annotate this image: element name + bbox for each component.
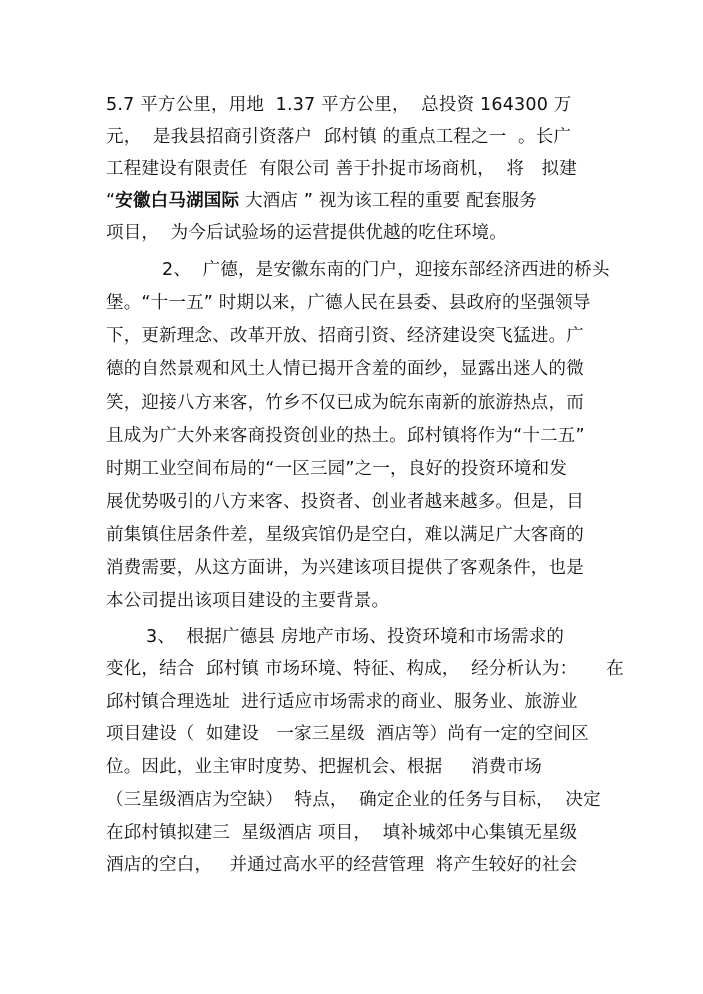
text-line: 下，更新理念、改革开放、招商引资、经济建设突飞猛进。广 — [106, 326, 584, 346]
text-line — [106, 190, 537, 212]
text-line: 项目， 为今后试验场的运营提供优越的吃住环境。 — [106, 223, 507, 243]
text-line: 德的自然景观和风土人情已揭开含羞的面纱，显露出迷人的微 — [106, 359, 584, 379]
text-line: 前集镇住居条件差，星级宾馆仍是空白，难以满足广大客商的 — [106, 525, 584, 545]
text-line: 酒店的空白， 并通过高水平的经营管理 将产生较好的社会 — [106, 855, 578, 875]
text-line: 3、 根据广德县 房地产市场、投资环境和市场需求的 — [146, 627, 565, 647]
text-line: 在邱村镇拟建三 星级酒店 项目， 填补城郊中心集镇无星级 — [106, 823, 578, 843]
text-line: 且成为广大外来客商投资创业的热土。邱村镇将作为“十二五” — [106, 426, 585, 446]
text-line: 变化，结合 邱村镇 市场环境、特征、构成， 经分析认为： 在 — [106, 659, 624, 679]
text-line: 位。因此，业主审时度势、把握机会、根据 消费市场 — [106, 757, 542, 777]
text-line: 堡。“十一五” 时期以来，广德人民在县委、县政府的坚强领导 — [106, 293, 591, 313]
text-line: 本公司提出该项目建设的主要背景。 — [106, 591, 390, 611]
text-line: 时期工业空间布局的“一区三园”之一，良好的投资环境和发 — [106, 459, 568, 479]
text-line: 元， 是我县招商引资落户 邱村镇 的重点工程之一 。长广 — [106, 127, 572, 147]
text-run: 大酒店 ” 视为该工程的重要 配套服务 — [239, 191, 538, 211]
text-line: 工程建设有限责任 有限公司 善于扑捉市场商机， 将 拟建 — [106, 159, 577, 179]
text-line: 笑，迎接八方来客，竹乡不仅已成为皖东南新的旅游热点，而 — [106, 393, 584, 413]
text-line: （三星级酒店为空缺） 特点， 确定企业的任务与目标， 决定 — [106, 790, 601, 810]
text-line: 邱村镇合理选址 进行适应市场需求的商业、服务业、旅游业 — [106, 692, 578, 712]
quote-open: “ — [106, 191, 116, 211]
text-line: 展优势吸引的八方来客、投资者、创业者越来越多。但是，目 — [106, 492, 584, 512]
text-line: 项目建设（ 如建设 一家三星级 酒店等）尚有一定的空间区 — [106, 724, 589, 744]
text-line: 2、 广德，是安徽东南的门户，迎接东部经济西进的桥头 — [162, 260, 610, 280]
hotel-name-bold: 安徽白马湖国际 — [115, 191, 240, 211]
text-line: 消费需要，从这方面讲，为兴建该项目提供了客观条件，也是 — [106, 558, 584, 578]
text-line: 5.7 平方公里，用地 1.37 平方公里， 总投资 164300 万 — [106, 95, 572, 115]
